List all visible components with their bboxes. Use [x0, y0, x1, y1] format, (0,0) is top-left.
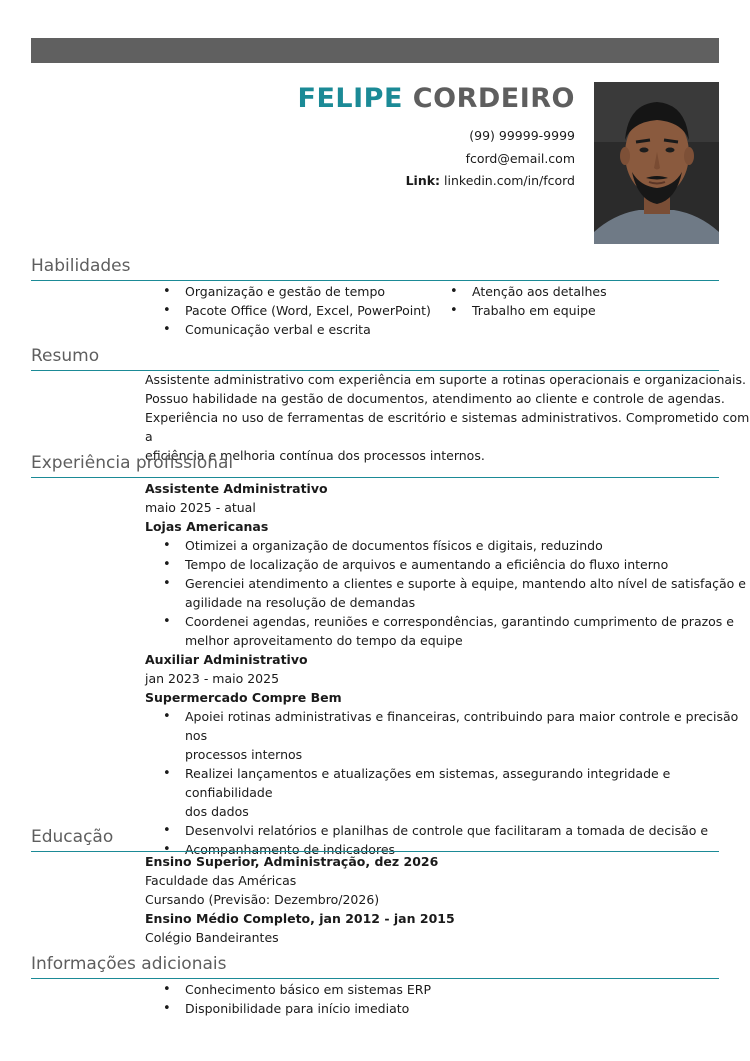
additional-bullets [145, 980, 431, 1018]
first-name: FELIPE [297, 83, 403, 114]
additional-divider [31, 978, 719, 979]
list-item [145, 536, 750, 555]
summary-section-title: Resumo [31, 346, 100, 366]
skills-section-title: Habilidades [31, 256, 131, 276]
experience-divider [31, 477, 719, 478]
summary-line: eficiência e melhoria contínua dos processos internos. [145, 448, 485, 463]
list-item: • Pacote Office (Word, Excel, PowerPoint) [145, 301, 432, 320]
job-dates: maio 2025 - atual [145, 500, 256, 515]
summary-line: Possuo habilidade na gestão de documentos, atendimento ao cliente e controle de agendas. [145, 391, 725, 406]
job-role: Assistente Administrativo [145, 481, 328, 496]
bullet-text: dos dados [185, 804, 249, 819]
list-item [145, 821, 750, 840]
phone-number: (99) 99999-9999 [469, 128, 575, 143]
skills-column-1 [145, 282, 432, 339]
list-item: • Trabalho em equipe [432, 301, 682, 320]
resume-header [260, 82, 575, 193]
list-item [145, 612, 750, 650]
bullet-text: • Realizei lançamentos e atualizações em sistemas, assegurando integridade e confiabilidade [185, 766, 671, 800]
skills-column-2 [432, 282, 682, 339]
bullet-text: melhor aproveitamento do tempo da equipe [185, 633, 463, 648]
summary-text [145, 370, 750, 465]
email-address[interactable]: fcord@email.com [465, 150, 575, 166]
education-school: Faculdade das Américas [145, 873, 297, 888]
education-school: Colégio Bandeirantes [145, 930, 279, 945]
job-dates: jan 2023 - maio 2025 [145, 671, 280, 686]
job-entry [145, 650, 750, 859]
bullet-text: agilidade na resolução de demandas [185, 595, 416, 610]
profile-link-row [260, 170, 575, 193]
job-company: Lojas Americanas [145, 519, 269, 534]
bullet-text: • Coordenei agendas, reuniões e correspondências, garantindo cumprimento de prazos e [185, 614, 734, 629]
bullet-text: processos internos [185, 747, 303, 762]
bullet-text: Tempo de localização de arquivos e aumentando a eficiência do fluxo interno [185, 557, 669, 572]
list-item: • Atenção aos detalhes [432, 282, 682, 301]
education-degree: Ensino Superior, Administração, dez 2026 [145, 854, 439, 869]
bullet-text: • Apoiei rotinas administrativas e financeiras, contribuindo para maior controle e precisão nos [185, 709, 739, 743]
list-item [145, 764, 750, 821]
bullet-text: • Gerenciei atendimento a clientes e suporte à equipe, mantendo alto nível de satisfação e [185, 576, 746, 591]
top-banner-bar [31, 38, 719, 63]
bullet-text: Desenvolvi relatórios e planilhas de controle que facilitaram a tomada de decisão e [185, 823, 709, 838]
link-label: Link: [405, 173, 441, 188]
job-role: Auxiliar Administrativo [145, 652, 308, 667]
summary-line: Experiência no uso de ferramentas de escritório e sistemas administrativos. Comprometido com a [145, 410, 750, 444]
education-list [145, 852, 455, 947]
job-bullets [145, 536, 750, 650]
additional-section-title: Informações adicionais [31, 954, 227, 974]
contact-info [260, 125, 575, 193]
list-item [145, 707, 750, 764]
last-name: CORDEIRO [412, 83, 575, 114]
list-item: • Disponibilidade para início imediato [145, 999, 431, 1018]
bullet-text: Otimizei a organização de documentos físicos e digitais, reduzindo [185, 538, 603, 553]
list-item [145, 555, 750, 574]
education-section-title: Educação [31, 827, 114, 847]
list-item: • Conhecimento básico em sistemas ERP [145, 980, 431, 999]
candidate-name [260, 82, 575, 116]
list-item: • Comunicação verbal e escrita [145, 320, 432, 339]
skills-divider [31, 280, 719, 281]
bullet-text: Acompanhamento de indicadores [185, 842, 396, 857]
job-company: Supermercado Compre Bem [145, 690, 342, 705]
experience-list [145, 479, 750, 859]
job-entry [145, 479, 750, 650]
education-degree: Ensino Médio Completo, jan 2012 - jan 2015 [145, 911, 455, 926]
profile-photo [594, 82, 719, 244]
additional-list [145, 980, 431, 1018]
job-bullets [145, 707, 750, 859]
list-item: • Organização e gestão de tempo [145, 282, 432, 301]
experience-section-title: Experiência profissional [31, 453, 234, 473]
skills-list [145, 282, 682, 339]
education-status: Cursando (Previsão: Dezembro/2026) [145, 892, 380, 907]
summary-line: Assistente administrativo com experiência em suporte a rotinas operacionais e organizacionais. [145, 372, 746, 387]
list-item [145, 574, 750, 612]
profile-link[interactable]: linkedin.com/in/fcord [444, 173, 575, 188]
